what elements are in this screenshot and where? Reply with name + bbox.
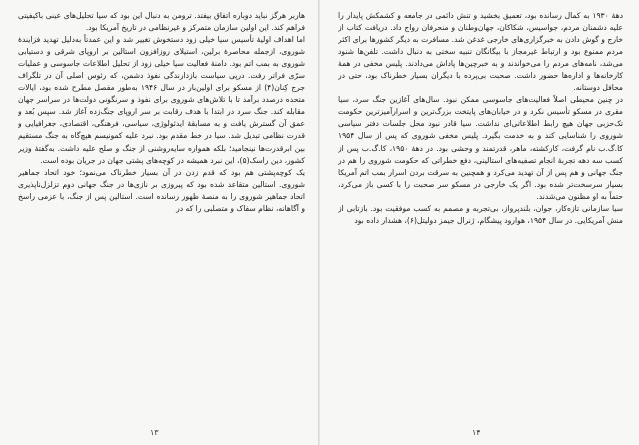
left-page-text [18,10,305,417]
right-paragraph-3: سیا سازمانی تازه‌کار، جوان، بلندپرواز، بی‌تجربه و مصمم به کسب موفقیت بود. بازتابی از منش آمریکایی. در سال ۱۹۵۴، هوارود پیشگام، ژنرال جیمز دولیتل(۶)، هشدار داده بود [338,203,623,225]
right-paragraph-2: در چنین محیطی اصلاً فعالیت‌های جاسوسی ممکن نبود. سال‌های آغازین جنگ سرد، سیا مقری در مسکو تأسیس نکرد و در خیابان‌های پایتخت بزرگ‌ترین و اسرارآمیزترین حکومت تک‌حزبی جهان هیچ رابط اطلاعاتی‌ای نداشت. سیا قادر نبود محل جلسات دفتر سیاسی شوروی را شناسایی کند و به خدمت بگیرد. پلیس مخفی شوروی که پس از سال ۱۹۵۴ کا.گ.ب نام گرفت، کارکشته، ماهر، قدرتمند و وحشی بود. در دههٔ ۱۹۵۰، کا.گ.ب پس از کسب سه دهه تجربهٔ انجام تصفیه‌های استالینی، دفع خطراتی که حکومت شوروی را هم در جنگ جهانی و هم پس از آن تهدید می‌کرد و همچنین به سرقت بردن اسرار بمب اتم آمریکا بسیار سرسخت‌تر شده بود. اگر یک خارجی در مسکو سر صحبت را با کسی باز می‌کرد، حتماً به او مظنون می‌شدند. [338,95,623,201]
right-page-number: ۱۴ [472,428,481,437]
right-paragraph-1: دههٔ ۱۹۳۰ به کمال رسانده بود، تعمیق بخشید و تنش دائمی در جامعه و کشمکش پایدار را علیه دشمنان مردم، جواسیس، شکاکان، جهان‌وطنان و منحرفان رواج داد. دریافت کتاب از خارج و گوش دادن به خبرگزاری‌های خارجی غدغن شد. مسافرت به دیگر کشورها برای اکثر مردم ممنوع بود و ارتباط غیرمجاز با بیگانگان تنبیه سختی به دنبال داشت. تلفن‌ها شنود می‌شد، نامه‌های مردم را می‌خواندند و به خبرچین‌ها پاداش می‌دادند. پلیس مخفی در همهٔ کارخانه‌ها و اداره‌ها حضور داشت. صحبت بی‌پرده با دیگران بسیار خطرناک بود، حتی در محافل دوستانه. [338,11,623,93]
left-paragraph-2: اما اهداف اولیهٔ تأسیس سیا خیلی زود دستخوش تغییر شد و این عمدتاً به‌دلیل تهدید فزایندهٔ شوروی، ازجمله محاصرهٔ برلین، استیلای روزافزون استالین بر اروپای شرقی و دستیابی شوروی به بمب اتم بود. دامنهٔ فعالیت سیا خیلی زود از تحلیل اطلاعات جاسوسی و عملیات سرّی فراتر رفت. درپی سیاست بازدارندگی نفوذ دشمن، که رئوس اصلی آن در تلگراف جرج کِنان(۴) از مسکو برای اولین‌بار در سال ۱۹۴۶ به‌طور مفصل مطرح شده بود، ایالات متحده درصدد برآمد تا با تلاش‌های شوروی برای نفوذ و سرنگونی دولت‌ها در سراسر جهان مقابله کند. جنگ سرد در ابتدا با هدف رقابت بر سر اروپای جنگ‌زده آغاز شد. سپس بُعد و عمق آن گسترش یافت و به مسابقهٔ ایدئولوژی، سیاسی، فرهنگی، اقتصادی، جغرافیایی و قدرت نظامی تبدیل شد. سیا در خط مقدم بود. نبرد علیه کمونیسم هیچ‌گاه به جنگ مستقیم بین ابرقدرت‌ها نینجامید؛ بلکه همواره سایه‌روشنی از جنگ و صلح علیه داشت. به‌گفتهٔ وزیر کشور، دین راسک(۵)، این نبرد همیشه در کوچه‌های پشتی جهان در جریان بوده است. [18,35,305,165]
right-page [320,0,639,445]
left-paragraph-1: هاربر هرگز نباید دوباره اتفاق بیفتد. ترومن به دنبال این بود که سیا تحلیل‌های عینی باکیفیتی فراهم کند. این اولین سازمان متمرکز و غیرنظامی در تاریخ آمریکا بود. [18,11,305,33]
left-paragraph-3: یک کوچه‌پشتی هم بود که قدم زدن در آن بسیار خطرناک می‌نمود؛ خود اتحاد جماهیر شوروی. استالین متقاعد شده بود که پیروزی بر نازی‌ها در جنگ جهانی دوم تزلزل‌ناپذیری اتحاد جماهیر شوروی را به منصهٔ ظهور رسانده است. استالین پس از جنگ، با عزمی راسخ و آگاهانه، نظام سفاک و متصلبی را که در [18,167,305,213]
left-page [0,0,319,445]
left-page-number: ۱۳ [150,428,159,437]
right-page-text [338,10,623,417]
